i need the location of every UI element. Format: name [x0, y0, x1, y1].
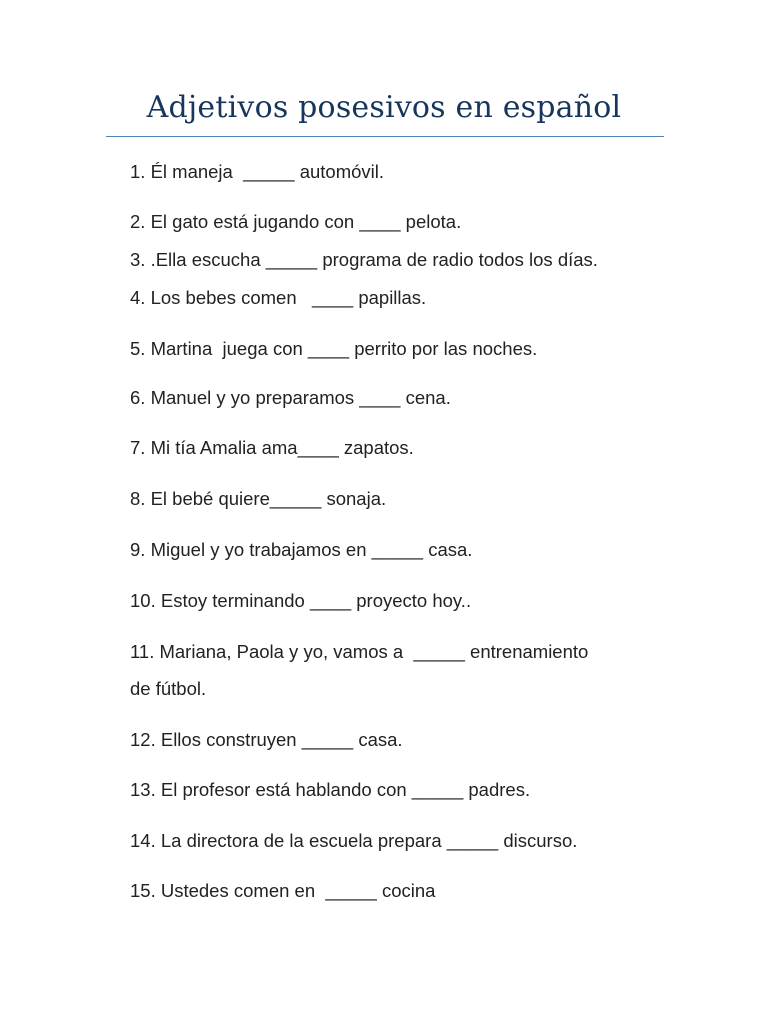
exercise-8: 8. El bebé quiere_____ sonaja. — [130, 488, 387, 509]
exercise-2: 2. El gato está jugando con ____ pelota. — [130, 211, 462, 232]
exercise-11-continued: de fútbol. — [130, 678, 207, 699]
exercise-13: 13. El profesor está hablando con _____ padres. — [130, 779, 531, 800]
exercise-1: 1. Él maneja _____ automóvil. — [130, 161, 385, 182]
exercise-10: 10. Estoy terminando ____ proyecto hoy.. — [130, 590, 472, 611]
title-underline — [106, 136, 664, 137]
exercise-14: 14. La directora de la escuela prepara _____ discurso. — [130, 830, 578, 851]
exercise-9: 9. Miguel y yo trabajamos en _____ casa. — [130, 539, 473, 560]
exercise-12: 12. Ellos construyen _____ casa. — [130, 729, 403, 750]
exercise-3: 3. .Ella escucha _____ programa de radio todos los días. — [130, 249, 598, 270]
exercise-7: 7. Mi tía Amalia ama____ zapatos. — [130, 437, 414, 458]
page-title: Adjetivos posesivos en español — [146, 90, 622, 125]
exercise-5: 5. Martina juega con ____ perrito por las noches. — [130, 338, 538, 359]
exercise-6: 6. Manuel y yo preparamos ____ cena. — [130, 387, 451, 408]
exercise-15: 15. Ustedes comen en _____ cocina — [130, 880, 436, 901]
exercise-11: 11. Mariana, Paola y yo, vamos a _____ entrenamiento — [130, 641, 589, 662]
exercise-4: 4. Los bebes comen ____ papillas. — [130, 287, 427, 308]
